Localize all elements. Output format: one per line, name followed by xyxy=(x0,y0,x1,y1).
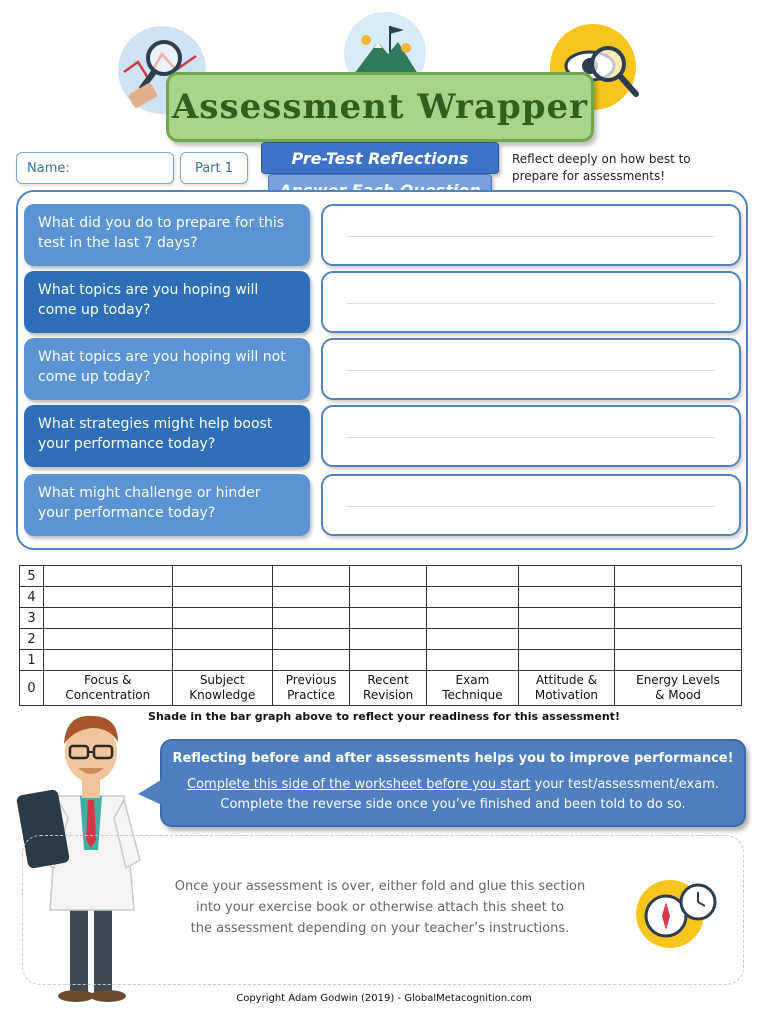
answer-line xyxy=(347,236,715,237)
part-text: Part 1 xyxy=(194,160,234,176)
graph-cell[interactable] xyxy=(44,650,173,671)
level-label: 2 xyxy=(20,629,44,650)
graph-cell[interactable] xyxy=(272,629,349,650)
graph-cell[interactable] xyxy=(172,608,272,629)
level-label: 0 xyxy=(20,671,44,706)
graph-cell[interactable] xyxy=(426,608,518,629)
graph-cell[interactable] xyxy=(272,608,349,629)
graph-cell[interactable] xyxy=(426,587,518,608)
answer-line xyxy=(347,370,715,371)
graph-cell[interactable] xyxy=(615,566,742,587)
pretest-tab-label: Pre-Test Reflections xyxy=(291,148,469,168)
category-previous: Previous Practice xyxy=(272,671,349,706)
fold-instructions: Once your assessment is over, either fold and glue this section into your exercise book or otherwise attach this sheet to the assessment depending on your teacher’s instructions. xyxy=(174,879,586,936)
graph-cell[interactable] xyxy=(615,629,742,650)
level-label: 4 xyxy=(20,587,44,608)
readiness-bar-graph xyxy=(19,565,742,706)
graph-cell[interactable] xyxy=(518,587,614,608)
category-attitude: Attitude & Motivation xyxy=(518,671,614,706)
graph-cell[interactable] xyxy=(518,650,614,671)
speech-line-3: Complete the reverse side once you’ve finished and been told to do so. xyxy=(220,797,686,812)
graph-cell[interactable] xyxy=(172,587,272,608)
graph-cell[interactable] xyxy=(350,587,427,608)
category-energy: Energy Levels & Mood xyxy=(615,671,742,706)
graph-cell[interactable] xyxy=(172,566,272,587)
answer-line xyxy=(347,506,715,507)
graph-cell[interactable] xyxy=(272,566,349,587)
graph-cell[interactable] xyxy=(426,566,518,587)
graph-cell[interactable] xyxy=(350,608,427,629)
graph-cell[interactable] xyxy=(518,566,614,587)
page-title: Assessment Wrapper xyxy=(171,87,589,127)
graph-cell[interactable] xyxy=(615,650,742,671)
name-label: Name: xyxy=(27,160,70,176)
reflect-note: Reflect deeply on how best to prepare for assessments! xyxy=(512,152,691,183)
graph-cell[interactable] xyxy=(44,608,173,629)
category-recent: Recent Revision xyxy=(350,671,427,706)
graph-cell[interactable] xyxy=(44,566,173,587)
graph-cell[interactable] xyxy=(350,629,427,650)
name-field[interactable] xyxy=(16,152,174,184)
answer-line xyxy=(347,437,715,438)
question-2-label: What topics are you hoping will come up today? xyxy=(24,271,310,333)
graph-cell[interactable] xyxy=(615,608,742,629)
copyright: Copyright Adam Godwin (2019) - GlobalMetacognition.com xyxy=(236,993,532,1004)
answer-line xyxy=(347,303,715,304)
graph-cell[interactable] xyxy=(172,629,272,650)
question-5-label: What might challenge or hinder your performance today? xyxy=(24,474,310,536)
graph-cell[interactable] xyxy=(350,566,427,587)
graph-cell[interactable] xyxy=(44,629,173,650)
graph-cell[interactable] xyxy=(272,650,349,671)
speech-line-1: Reflecting before and after assessments helps you to improve performance! xyxy=(172,751,734,766)
answer-3-field[interactable] xyxy=(321,338,741,400)
part-label xyxy=(180,152,248,184)
compass-clock-icon xyxy=(630,872,720,950)
answer-1-field[interactable] xyxy=(321,204,741,266)
graph-cell[interactable] xyxy=(615,587,742,608)
level-label: 1 xyxy=(20,650,44,671)
graph-cell[interactable] xyxy=(518,608,614,629)
category-exam: Exam Technique xyxy=(426,671,518,706)
question-3-label: What topics are you hoping will not come up today? xyxy=(24,338,310,400)
graph-cell[interactable] xyxy=(518,629,614,650)
answer-5-field[interactable] xyxy=(321,474,741,536)
graph-cell[interactable] xyxy=(426,629,518,650)
category-subject: Subject Knowledge xyxy=(172,671,272,706)
graph-cell[interactable] xyxy=(172,650,272,671)
graph-cell[interactable] xyxy=(272,587,349,608)
shade-note: Shade in the bar graph above to reflect your readiness for this assessment! xyxy=(148,710,620,723)
speech-line-2: Complete this side of the worksheet before you start your test/assessment/exam. xyxy=(187,777,719,792)
level-label: 3 xyxy=(20,608,44,629)
question-1-label: What did you do to prepare for this test in the last 7 days? xyxy=(24,204,310,266)
category-focus: Focus & Concentration xyxy=(44,671,173,706)
title-banner xyxy=(166,72,594,142)
answer-4-field[interactable] xyxy=(321,405,741,467)
question-4-label: What strategies might help boost your performance today? xyxy=(24,405,310,467)
graph-cell[interactable] xyxy=(44,587,173,608)
speech-pointer xyxy=(138,778,164,808)
reflection-speech-box xyxy=(160,739,746,827)
answer-2-field[interactable] xyxy=(321,271,741,333)
graph-cell[interactable] xyxy=(426,650,518,671)
level-label: 5 xyxy=(20,566,44,587)
graph-cell[interactable] xyxy=(350,650,427,671)
pretest-reflections-tab xyxy=(261,142,499,174)
